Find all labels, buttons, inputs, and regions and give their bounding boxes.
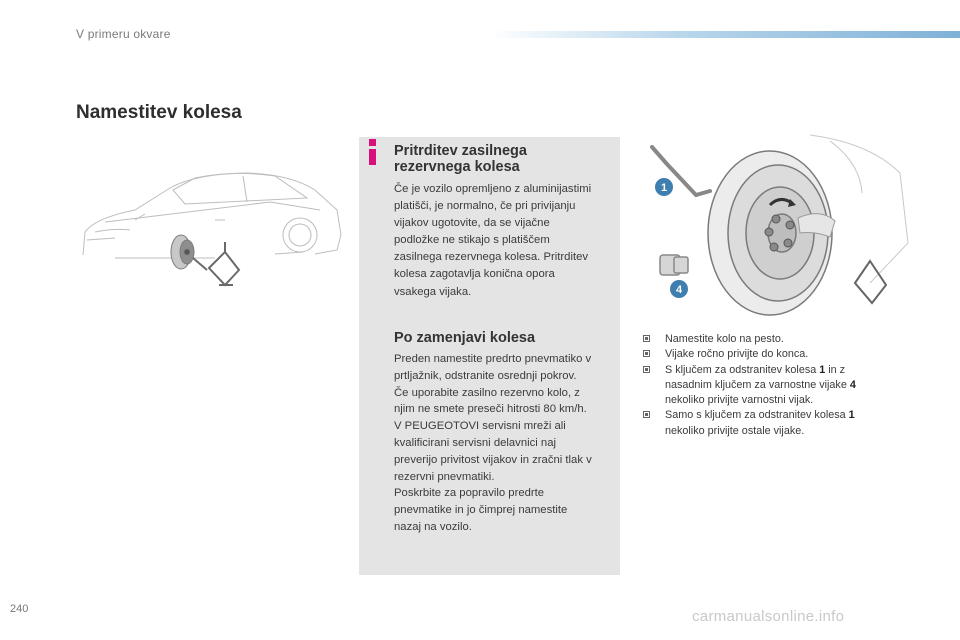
checkbox-bullet-icon xyxy=(643,411,650,418)
steps-list xyxy=(640,332,900,439)
list-item: Namestite kolo na pesto. xyxy=(640,332,900,347)
info-paragraph-1: Če je vozilo opremljeno z aluminijastimi platišči, je normalno, če pri privijanju vijakov ugotovite, da se vijačne podložke ne stikajo s platiščem zasilnega rezervnega kolesa. Pritrditev kolesa zagotavlja konična opora vsakega vijaka. xyxy=(394,183,592,298)
info-paragraph-2: Preden namestite predrto pnevmatiko v prtljažnik, odstranite osrednji pokrov. Če uporabite zasilno rezervno kolo, z njim ne smete preseči hitrosti 80 km/h. V PEUGEOTOVI servisni mreži ali kvalificirani servisni delavnici naj preverijo privitost vijakov in zračni tlak v rezervni pnevmatiki. Poskrbite za popravilo predrte pnevmatike in jo čimprej namestite nazaj na vozilo. xyxy=(394,353,592,533)
info-icon xyxy=(368,139,378,165)
info-heading-2: Po zamenjavi kolesa xyxy=(394,330,536,346)
callout-1-label: 1 xyxy=(660,182,668,194)
wheel-bolts-illustration xyxy=(630,133,912,319)
info-heading: Pritrditev zasilnega rezervnega kolesa xyxy=(394,143,527,175)
checkbox-bullet-icon xyxy=(643,335,650,342)
list-item: Vijake ročno privijte do konca. xyxy=(640,347,900,362)
page-header-title: V primeru okvare xyxy=(76,27,171,41)
list-item: S ključem za odstranitev kolesa 1 in z nasadnim ključem za varnostne vijake 4 nekoliko privijte varnostni vijak. xyxy=(640,363,900,409)
callout-4-label: 4 xyxy=(675,284,683,296)
page-number: 240 xyxy=(10,603,29,615)
watermark-text: carmanualsonline.info xyxy=(692,608,845,625)
header-decoration-bar xyxy=(490,31,960,38)
checkbox-bullet-icon xyxy=(643,366,650,373)
checkbox-bullet-icon xyxy=(643,350,650,357)
section-title: Namestitev kolesa xyxy=(76,102,242,123)
list-item: Samo s ključem za odstranitev kolesa 1 nekoliko privijte ostale vijake. xyxy=(640,408,900,439)
car-on-jack-illustration xyxy=(75,140,345,290)
